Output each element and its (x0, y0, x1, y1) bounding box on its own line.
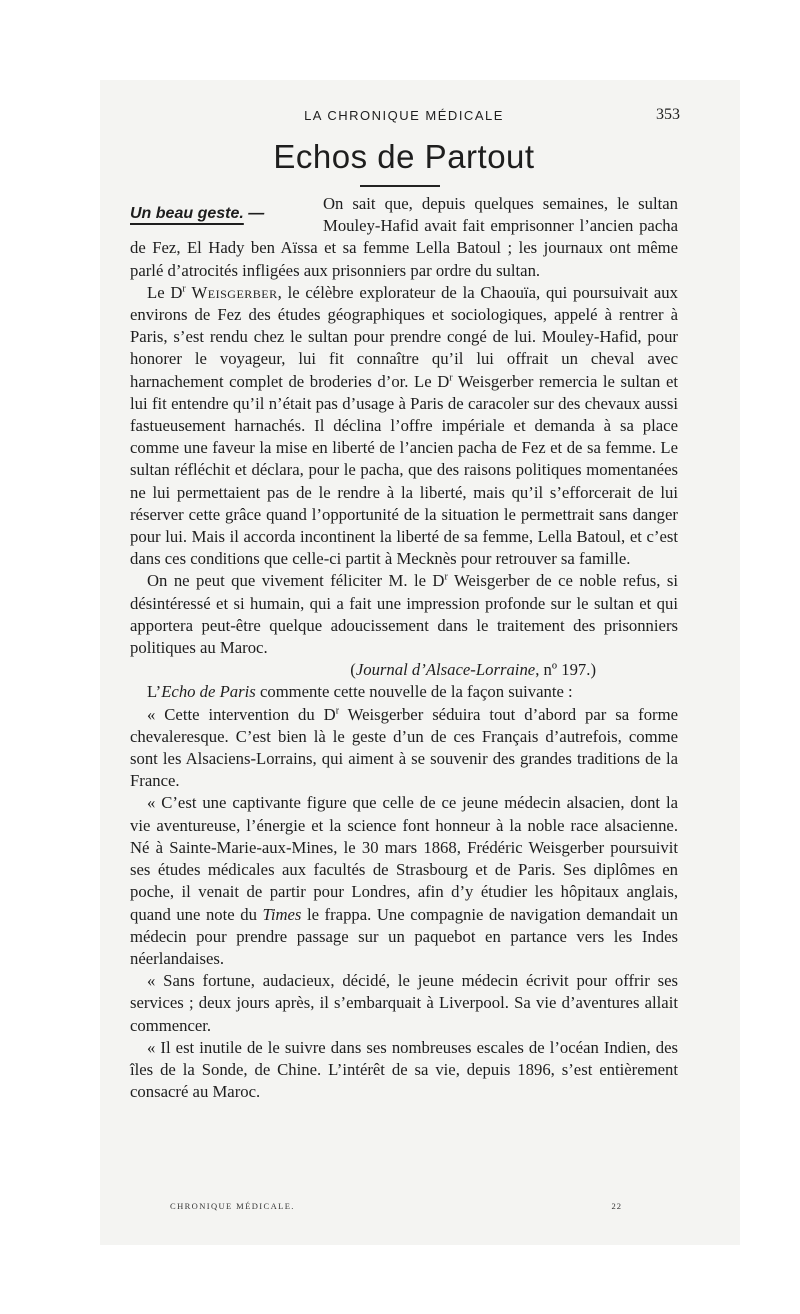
source-journal: Journal d’Alsace-Lorraine (355, 660, 536, 680)
source-citation (130, 659, 678, 681)
sheet-number: 22 (611, 1201, 622, 1211)
rubric-heading (130, 205, 315, 223)
paragraph-7 (130, 970, 678, 1037)
p8-text: « Il est inutile de le suivre dans ses nombreuses escales de l’océan Indien, des îles de la Sonde, de Chine. L’intérêt de sa vie, depuis 1896, s’est entièrement consacré au Maroc. (130, 1037, 678, 1102)
paragraph-5 (130, 704, 678, 793)
newspaper-name: Echo de Paris (161, 682, 256, 702)
source-number: , nº 197.) (535, 660, 596, 680)
p3-text-a: On ne peut que vivement féliciter M. le D (147, 571, 445, 591)
paragraph-1-text: On sait que, depuis quelques semaines, le sultan Mouley-Hafid avait fait emprisonner l’ancien pacha de Fez, El Hady ben Aïssa et sa femme Lella Batoul ; les journaux ont même parlé d’atrocités infligées aux prisonniers par ordre du sultan. (130, 194, 678, 280)
p3-text-b: Weisgerber de ce noble refus, si désintéressé et si humain, qui a fait une impression profonde sur le sultan et qui apportera peut-être quelque adoucissement dans le traitement des prisonniers politiques au Maroc. (130, 571, 678, 658)
paragraph-intro (130, 193, 678, 282)
paragraph-6 (130, 792, 678, 970)
paragraph-3 (130, 570, 678, 659)
paragraph-4 (130, 681, 678, 703)
source-open: ( (350, 660, 356, 680)
p4-article: L’ (147, 682, 162, 702)
p2-sup-b: r (449, 372, 453, 384)
p2-sup: r (182, 283, 186, 295)
p5-sup: r (335, 705, 340, 717)
p6-text-b: le frappa. Une compagnie de navigation demandait un médecin pour prendre passage sur un paquebot en partance vers les Indes néerlandaises. (130, 904, 678, 968)
page-number: 353 (656, 106, 680, 123)
times-newspaper: Times (262, 904, 302, 924)
title-rule (360, 185, 440, 187)
p2-lead: Le D (147, 282, 183, 302)
rubric-text: Un beau geste. (130, 205, 244, 222)
paragraph-2 (130, 282, 678, 571)
paragraph-8 (130, 1037, 678, 1104)
person-name: Weisgerber (191, 282, 278, 302)
p6-text-a: « C’est une captivante figure que celle de ce jeune médecin alsacien, dont la vie aventureuse, l’énergie et la science font honneur à la noble race alsacienne. Né à Sainte-Marie-aux-Mines, le 30 mars 1868, Frédéric Weisgerber poursuivit ses études médicales aux facultés de Strasbourg et de Paris. Ses diplômes en poche, il venait de partir pour Londres, afin d’y étudier les hôpitaux anglais, quand une note du (130, 793, 678, 924)
p7-text: « Sans fortune, audacieux, décidé, le jeune médecin écrivit pour offrir ses services ; deux jours après, il s’embarquait à Liverpool. Sa vie d’aventures allait commencer. (130, 971, 678, 1035)
printer-signature: CHRONIQUE MÉDICALE. (170, 1201, 295, 1211)
p4-text: commente cette nouvelle de la façon suivante : (255, 682, 573, 702)
p2-text-b: Weisgerber remercia le sultan et lui fit entendre qu’il n’était pas d’usage à Paris de caracoler sur des chevaux aussi fastueusement harnachés. Il déclina l’offre impériale et demanda à sa place comme une faveur la mise en liberté de l’ancien pacha de Fez et de sa femme. Le sultan réfléchit et déclara, pour le pacha, que des raisons politiques momentanées ne lui permettaient pas de le rendre à la liberté, mais qu’il s’efforcerait de lui réserver cette grâce quand l’opportunité de la situation le permettrait sans danger pour lui. Mais il accorda incontinent la liberté de sa femme, Lella Batoul, et c’est dans ces conditions que celle-ci partit à Mecknès pour retrouver sa famille. (130, 371, 678, 569)
p5-text-b: Weisgerber séduira tout d’abord par sa forme chevaleresque. C’est bien là le geste d’un de ces Français d’autrefois, comme sont les Alsaciens-Lorrains, qui aiment à se souvenir des grandes traditions de la France. (130, 704, 678, 791)
section-title: Echos de Partout (273, 138, 535, 175)
article-body (130, 193, 678, 1103)
running-title: LA CHRONIQUE MÉDICALE (304, 108, 504, 123)
p2-text-a: , le célèbre explorateur de la Chaouïa, qui poursuivait aux environs de Fez des études géographiques et sociologiques, appelé à rentrer à Paris, s’est rendu chez le sultan pour prendre congé de lui. Mouley-Hafid, pour honorer le voyageur, lui fit connaître qu’il lui offrait un cheval avec harnachement complet de broderies d’or. Le D (130, 282, 678, 391)
p3-sup: r (444, 571, 448, 583)
page-footer (130, 1201, 678, 1215)
p5-text-a: « Cette intervention du D (147, 704, 336, 724)
rubric-dash: — (248, 205, 265, 222)
running-header (130, 108, 678, 132)
